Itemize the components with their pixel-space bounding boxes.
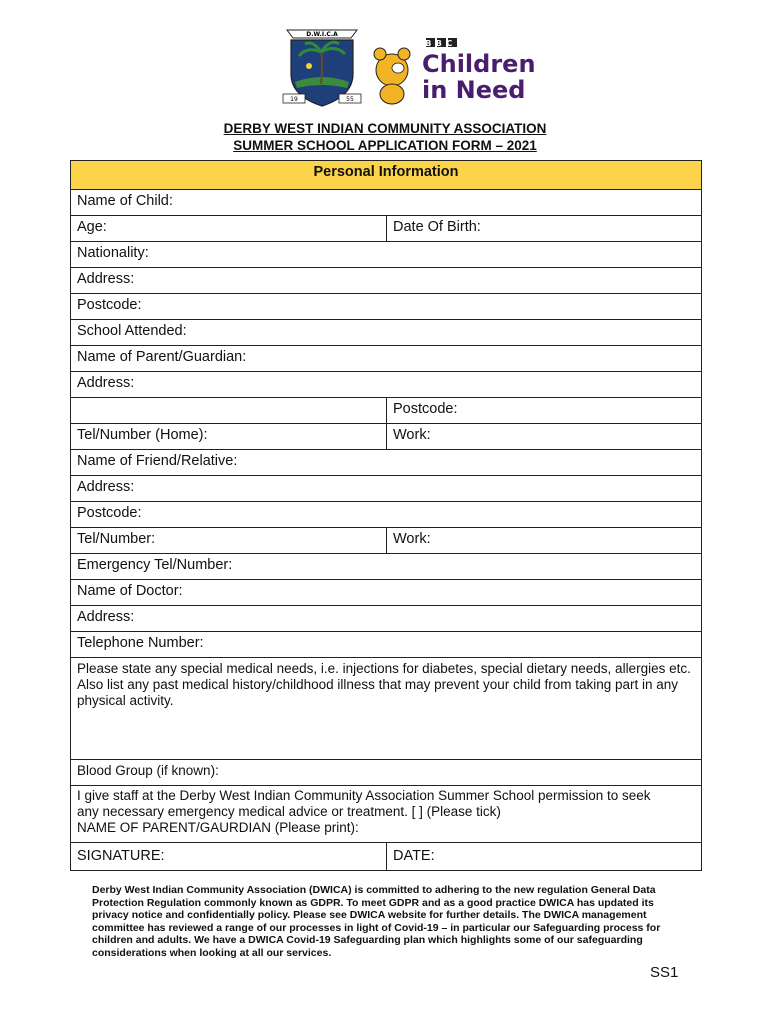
tel-home-field[interactable]: Tel/Number (Home): <box>71 424 387 450</box>
nationality-field[interactable]: Nationality: <box>71 242 702 268</box>
work-field[interactable]: Work: <box>387 424 702 450</box>
title-line2: SUMMER SCHOOL APPLICATION FORM – 2021 <box>233 138 537 153</box>
permission-field[interactable] <box>71 786 702 843</box>
gdpr-notice: Derby West Indian Community Association (DWICA) is committed to adhering to the new regulation General Data Protection Regulation commonly known as GDPR. To meet GDPR and as a good practice DWICA has updated its privacy notice and confidentially policy. Please see DWICA website for further details. The DWICA management committee has reviewed a range of our processes in light of Covid-19 – in particular our Safeguarding process for children and adults. We have a DWICA Covid-19 Safeguarding plan which highlights some of our safeguarding considerations when looking at all our services. <box>92 884 661 959</box>
cin-line1: Children <box>422 50 536 78</box>
children-in-need-logo <box>372 36 552 106</box>
parent-address-field[interactable]: Address: <box>71 372 702 398</box>
blood-group-field[interactable]: Blood Group (if known): <box>71 760 702 786</box>
form-title <box>0 120 770 154</box>
name-of-child-field[interactable]: Name of Child: <box>71 190 702 216</box>
address-field[interactable]: Address: <box>71 268 702 294</box>
parent-postcode-field[interactable]: Postcode: <box>387 398 702 424</box>
cin-line2: in Need <box>422 76 526 104</box>
friend-address-field[interactable]: Address: <box>71 476 702 502</box>
crest-title: D.W.I.C.A <box>306 31 338 38</box>
title-line1: DERBY WEST INDIAN COMMUNITY ASSOCIATION <box>223 121 547 136</box>
postcode-field[interactable]: Postcode: <box>71 294 702 320</box>
doctor-name-field[interactable]: Name of Doctor: <box>71 580 702 606</box>
friend-postcode-field[interactable]: Postcode: <box>71 502 702 528</box>
section-title: Personal Information <box>71 161 702 190</box>
medical-needs-field[interactable]: Please state any special medical needs, i.e. injections for diabetes, special dietary needs, allergies etc. Also list any past medical history/childhood illness that may prevent your child from taking part in any physical activity. <box>71 658 702 760</box>
crest-year-right: 55 <box>346 96 354 103</box>
logo-area <box>0 22 770 112</box>
permission-line2: any necessary emergency medical advice or treatment. [ ] (Please tick) <box>77 804 501 819</box>
doctor-tel-field[interactable]: Telephone Number: <box>71 632 702 658</box>
permission-line1: I give staff at the Derby West Indian Community Association Summer School permission to seek <box>77 788 651 803</box>
crest-year-left: 19 <box>290 96 298 103</box>
friend-tel-field[interactable]: Tel/Number: <box>71 528 387 554</box>
school-field[interactable]: School Attended: <box>71 320 702 346</box>
parent-print-name: NAME OF PARENT/GAURDIAN (Please print): <box>77 820 359 835</box>
parent-name-field[interactable]: Name of Parent/Guardian: <box>71 346 702 372</box>
date-field[interactable]: DATE: <box>387 843 702 871</box>
friend-work-field[interactable]: Work: <box>387 528 702 554</box>
doctor-address-field[interactable]: Address: <box>71 606 702 632</box>
dwica-crest-logo <box>277 22 367 110</box>
age-field[interactable]: Age: <box>71 216 387 242</box>
emergency-tel-field[interactable]: Emergency Tel/Number: <box>71 554 702 580</box>
bbc-label: BBC <box>425 39 457 48</box>
page-code: SS1 <box>650 964 679 981</box>
application-form-table <box>70 160 702 871</box>
signature-field[interactable]: SIGNATURE: <box>71 843 387 871</box>
dob-field[interactable]: Date Of Birth: <box>387 216 702 242</box>
friend-name-field[interactable]: Name of Friend/Relative: <box>71 450 702 476</box>
